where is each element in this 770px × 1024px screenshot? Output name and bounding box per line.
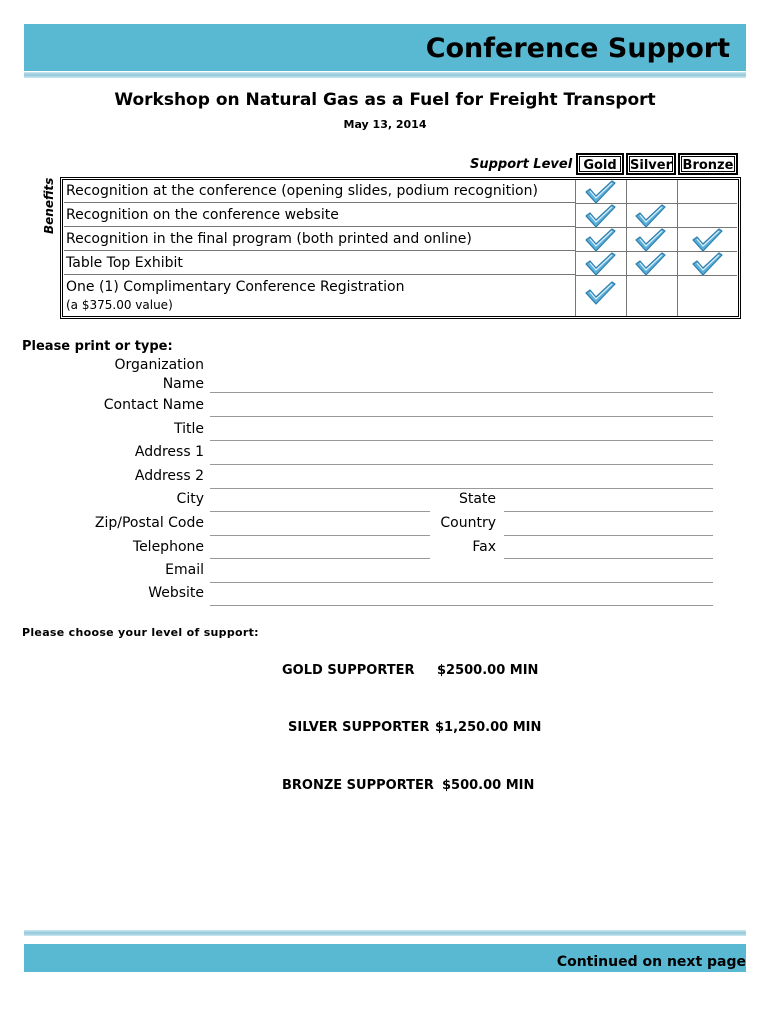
silver-tier-name: SILVER SUPPORTER: [288, 720, 430, 735]
organization-name-field[interactable]: [210, 392, 713, 393]
website-label: Website: [148, 585, 204, 601]
benefit-text: Table Top Exhibit: [66, 255, 183, 271]
benefit-text: One (1) Complimentary Conference Registration: [66, 279, 405, 295]
address1-label: Address 1: [134, 444, 204, 460]
benefit-text: Recognition at the conference (opening slides, podium recognition): [66, 183, 538, 199]
email-field[interactable]: [210, 582, 713, 583]
fax-field[interactable]: [504, 558, 713, 559]
level-bronze-header: Bronze: [678, 153, 738, 175]
bronze-tier-amount: $500.00 MIN: [442, 778, 535, 793]
state-label: State: [458, 491, 496, 507]
zip-field[interactable]: [210, 535, 430, 536]
title-label: Title: [173, 421, 204, 437]
checkmark-icon: [584, 204, 616, 230]
organization-label-2: Name: [162, 376, 204, 392]
benefits-side-label: Benefits: [42, 177, 56, 234]
address1-field[interactable]: [210, 464, 713, 465]
benefit-row: [64, 228, 575, 251]
column-divider: [626, 180, 627, 316]
address2-field[interactable]: [210, 488, 713, 489]
telephone-label: Telephone: [132, 539, 204, 555]
checkmark-icon: [691, 228, 723, 254]
checkmark-icon: [634, 228, 666, 254]
column-divider: [575, 180, 576, 316]
city-field[interactable]: [210, 511, 430, 512]
support-level-label: Support Level: [470, 157, 573, 172]
country-label: Country: [440, 515, 496, 531]
email-label: Email: [165, 562, 204, 578]
workshop-title: Workshop on Natural Gas as a Fuel for Freight Transport: [114, 90, 656, 110]
checkmark-icon: [634, 204, 666, 230]
level-silver-header: Silver: [626, 153, 676, 175]
benefit-text: Recognition in the final program (both printed and online): [66, 231, 472, 247]
organization-label: Organization: [114, 357, 204, 373]
benefit-subtext: (a $375.00 value): [66, 298, 173, 312]
checkmark-icon: [584, 281, 616, 307]
zip-label: Zip/Postal Code: [94, 515, 204, 531]
fax-label: Fax: [472, 539, 496, 555]
benefit-row: [64, 276, 575, 316]
contact-name-label: Contact Name: [103, 397, 204, 413]
checkmark-icon: [584, 252, 616, 278]
checkmark-icon: [634, 252, 666, 278]
workshop-date: May 13, 2014: [343, 118, 427, 131]
footer-divider: [24, 930, 746, 936]
silver-tier-amount: $1,250.00 MIN: [435, 720, 542, 735]
support-choice-intro: Please choose your level of support:: [22, 626, 259, 639]
benefit-row: [64, 180, 575, 203]
column-divider: [677, 180, 678, 316]
gold-tier-name: GOLD SUPPORTER: [282, 663, 415, 678]
benefit-row: [64, 252, 575, 275]
continued-note: Continued on next page: [556, 954, 746, 970]
checkmark-icon: [584, 180, 616, 206]
gold-tier-amount: $2500.00 MIN: [437, 663, 539, 678]
city-label: City: [176, 491, 204, 507]
country-field[interactable]: [504, 535, 713, 536]
state-field[interactable]: [504, 511, 713, 512]
contact-name-field[interactable]: [210, 416, 713, 417]
website-field[interactable]: [210, 605, 713, 606]
benefit-text: Recognition on the conference website: [66, 207, 339, 223]
title-field[interactable]: [210, 440, 713, 441]
bronze-tier-name: BRONZE SUPPORTER: [282, 778, 434, 793]
page-title: Conference Support: [425, 33, 730, 64]
form-intro: Please print or type:: [22, 339, 173, 354]
address2-label: Address 2: [134, 468, 204, 484]
telephone-field[interactable]: [210, 558, 430, 559]
checkmark-icon: [691, 252, 723, 278]
level-gold-header: Gold: [576, 153, 624, 175]
checkmark-icon: [584, 228, 616, 254]
header-divider: [24, 72, 746, 78]
benefit-row: [64, 204, 575, 227]
